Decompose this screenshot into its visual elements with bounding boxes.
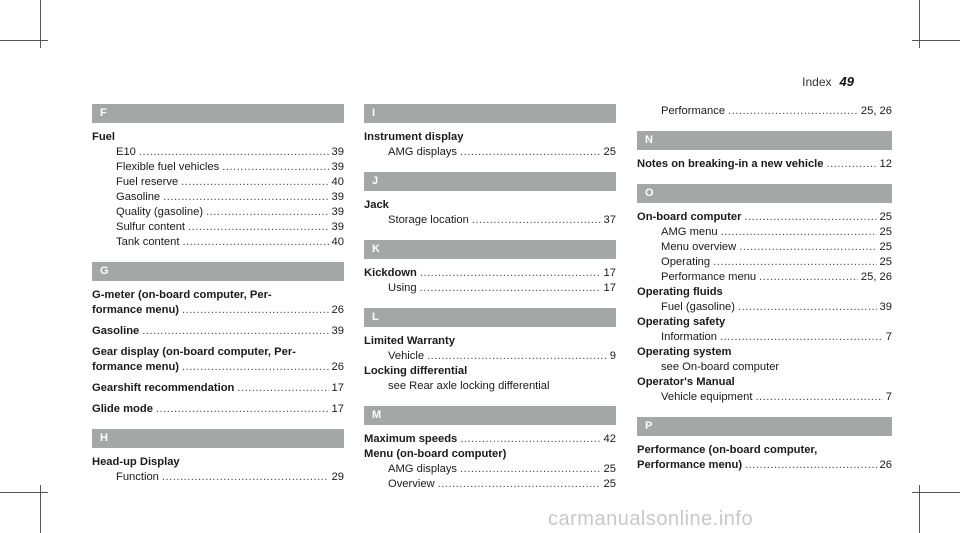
index-entry[interactable] [637,390,892,405]
crop-mark [912,40,960,41]
index-entry[interactable] [637,270,892,285]
entry-text: Performance [661,105,726,117]
section-band-o: O [637,184,892,203]
entry-page: 7 [885,331,892,343]
crop-mark [0,40,48,41]
index-entry[interactable] [637,210,892,225]
entry-text: Performance menu) [637,459,743,471]
entry-page: 17 [603,267,616,279]
entry-page: 17 [331,382,344,394]
index-entry[interactable] [92,190,344,205]
index-entry[interactable] [364,213,616,228]
crop-mark [0,492,48,493]
index-entry[interactable] [637,240,892,255]
entry-page: 37 [603,214,616,226]
index-entry[interactable] [364,462,616,477]
entry-text: Fuel (gasoline) [661,301,735,313]
index-entry[interactable] [92,220,344,235]
entry-text: Vehicle equipment [661,391,753,403]
entry-page: 39 [331,191,344,203]
entry-text: Quality (gasoline) [116,206,204,218]
index-entry[interactable] [92,360,344,375]
entry-page: 25 [879,211,892,223]
entry-text: Notes on breaking-in a new vehicle [637,158,824,170]
section-band-f: F [92,104,344,123]
index-heading: Operating fluids [637,286,723,298]
entry-page: 25 [879,226,892,238]
entry-page: 25 [603,146,616,158]
index-heading: G-meter (on-board computer, Per- [92,289,272,301]
entry-text: Gasoline [116,191,161,203]
entry-page: 29 [331,471,344,483]
entry-text: Gasoline [92,325,140,337]
entry-text: Vehicle [388,350,425,362]
entry-text: Flexible fuel vehicles [116,161,220,173]
entry-page: 26 [331,361,344,373]
entry-page: 25 [603,478,616,490]
entry-page: 26 [331,304,344,316]
index-heading: Operating system [637,346,732,358]
page-number: 49 [839,74,854,89]
entry-text: Gearshift recommendation [92,382,235,394]
entry-text: E10 [116,146,136,158]
section-band-h: H [92,429,344,448]
index-heading: Gear display (on-board computer, Per- [92,346,296,358]
index-entry[interactable] [364,349,616,364]
entry-page: 39 [331,206,344,218]
entry-page: 40 [331,236,344,248]
entry-text: Using [388,282,417,294]
section-band-k: K [364,240,616,259]
header-label: Index [802,75,832,89]
entry-page: 25 [879,241,892,253]
index-heading: Fuel [92,131,115,143]
section-band-n: N [637,131,892,150]
index-entry[interactable] [637,104,892,119]
entry-page: 39 [331,161,344,173]
index-entry[interactable] [637,458,892,473]
index-heading: Limited Warranty [364,335,455,347]
entry-text: AMG displays [388,463,458,475]
index-entry[interactable] [92,205,344,220]
index-entry[interactable] [637,157,892,172]
entry-text: Performance menu [661,271,757,283]
page-header [802,74,854,89]
index-entry[interactable] [364,145,616,160]
index-entry[interactable] [92,402,344,417]
index-heading: Instrument display [364,131,464,143]
index-entry[interactable] [92,470,344,485]
index-entry[interactable] [92,381,344,396]
index-heading: Menu (on-board computer) [364,448,507,460]
index-heading: Head-up Display [92,456,180,468]
entry-page: 17 [331,403,344,415]
index-column-1 [92,104,344,485]
index-heading: Operator's Manual [637,376,735,388]
entry-text: Sulfur content [116,221,186,233]
index-heading: Operating safety [637,316,726,328]
entry-page: 25, 26 [860,105,892,117]
index-entry[interactable] [92,145,344,160]
entry-text: AMG displays [388,146,458,158]
entry-text: Function [116,471,159,483]
entry-page: 25, 26 [860,271,892,283]
entry-page: 7 [885,391,892,403]
index-heading: Jack [364,199,389,211]
index-entry[interactable] [364,477,616,492]
index-heading: Performance (on-board computer, [637,444,818,456]
section-band-p: P [637,417,892,436]
entry-page: 39 [331,325,344,337]
section-band-i: I [364,104,616,123]
index-entry[interactable] [637,330,892,345]
index-entry[interactable] [92,324,344,339]
cross-reference[interactable]: see On-board computer [661,361,780,373]
entry-text: Fuel reserve [116,176,179,188]
entry-page: 9 [609,350,616,362]
section-band-m: M [364,406,616,425]
entry-text: Overview [388,478,435,490]
index-entry[interactable] [637,300,892,315]
entry-text: Operating [661,256,711,268]
watermark: carmanualsonline.info [548,508,754,530]
cross-reference[interactable]: see Rear axle locking differential [388,380,550,392]
entry-page: 39 [879,301,892,313]
entry-text: Storage location [388,214,469,226]
entry-page: 25 [603,463,616,475]
entry-page: 26 [879,459,892,471]
entry-text: Tank content [116,236,180,248]
entry-text: formance menu) [92,304,180,316]
index-entry[interactable] [637,255,892,270]
entry-page: 39 [331,221,344,233]
entry-page: 40 [331,176,344,188]
entry-page: 17 [603,282,616,294]
index-entry[interactable] [92,160,344,175]
index-entry[interactable] [364,432,616,447]
index-entry[interactable] [364,281,616,296]
entry-text: On-board computer [637,211,742,223]
index-entry[interactable] [364,266,616,281]
entry-text: AMG menu [661,226,718,238]
index-heading: Locking differential [364,365,468,377]
section-band-g: G [92,262,344,281]
entry-text: Information [661,331,717,343]
index-entry[interactable] [637,225,892,240]
index-entry[interactable] [92,235,344,250]
index-entry[interactable] [92,303,344,318]
entry-page: 39 [331,146,344,158]
entry-page: 12 [879,158,892,170]
section-band-l: L [364,308,616,327]
entry-text: Glide mode [92,403,153,415]
crop-mark [912,492,960,493]
entry-text: Kickdown [364,267,417,279]
entry-page: 42 [603,433,616,445]
entry-page: 25 [879,256,892,268]
entry-text: Menu overview [661,241,737,253]
index-entry[interactable] [92,175,344,190]
entry-text: formance menu) [92,361,180,373]
index-column-2 [364,104,616,492]
index-column-3 [637,104,892,473]
section-band-j: J [364,172,616,191]
entry-text: Maximum speeds [364,433,458,445]
